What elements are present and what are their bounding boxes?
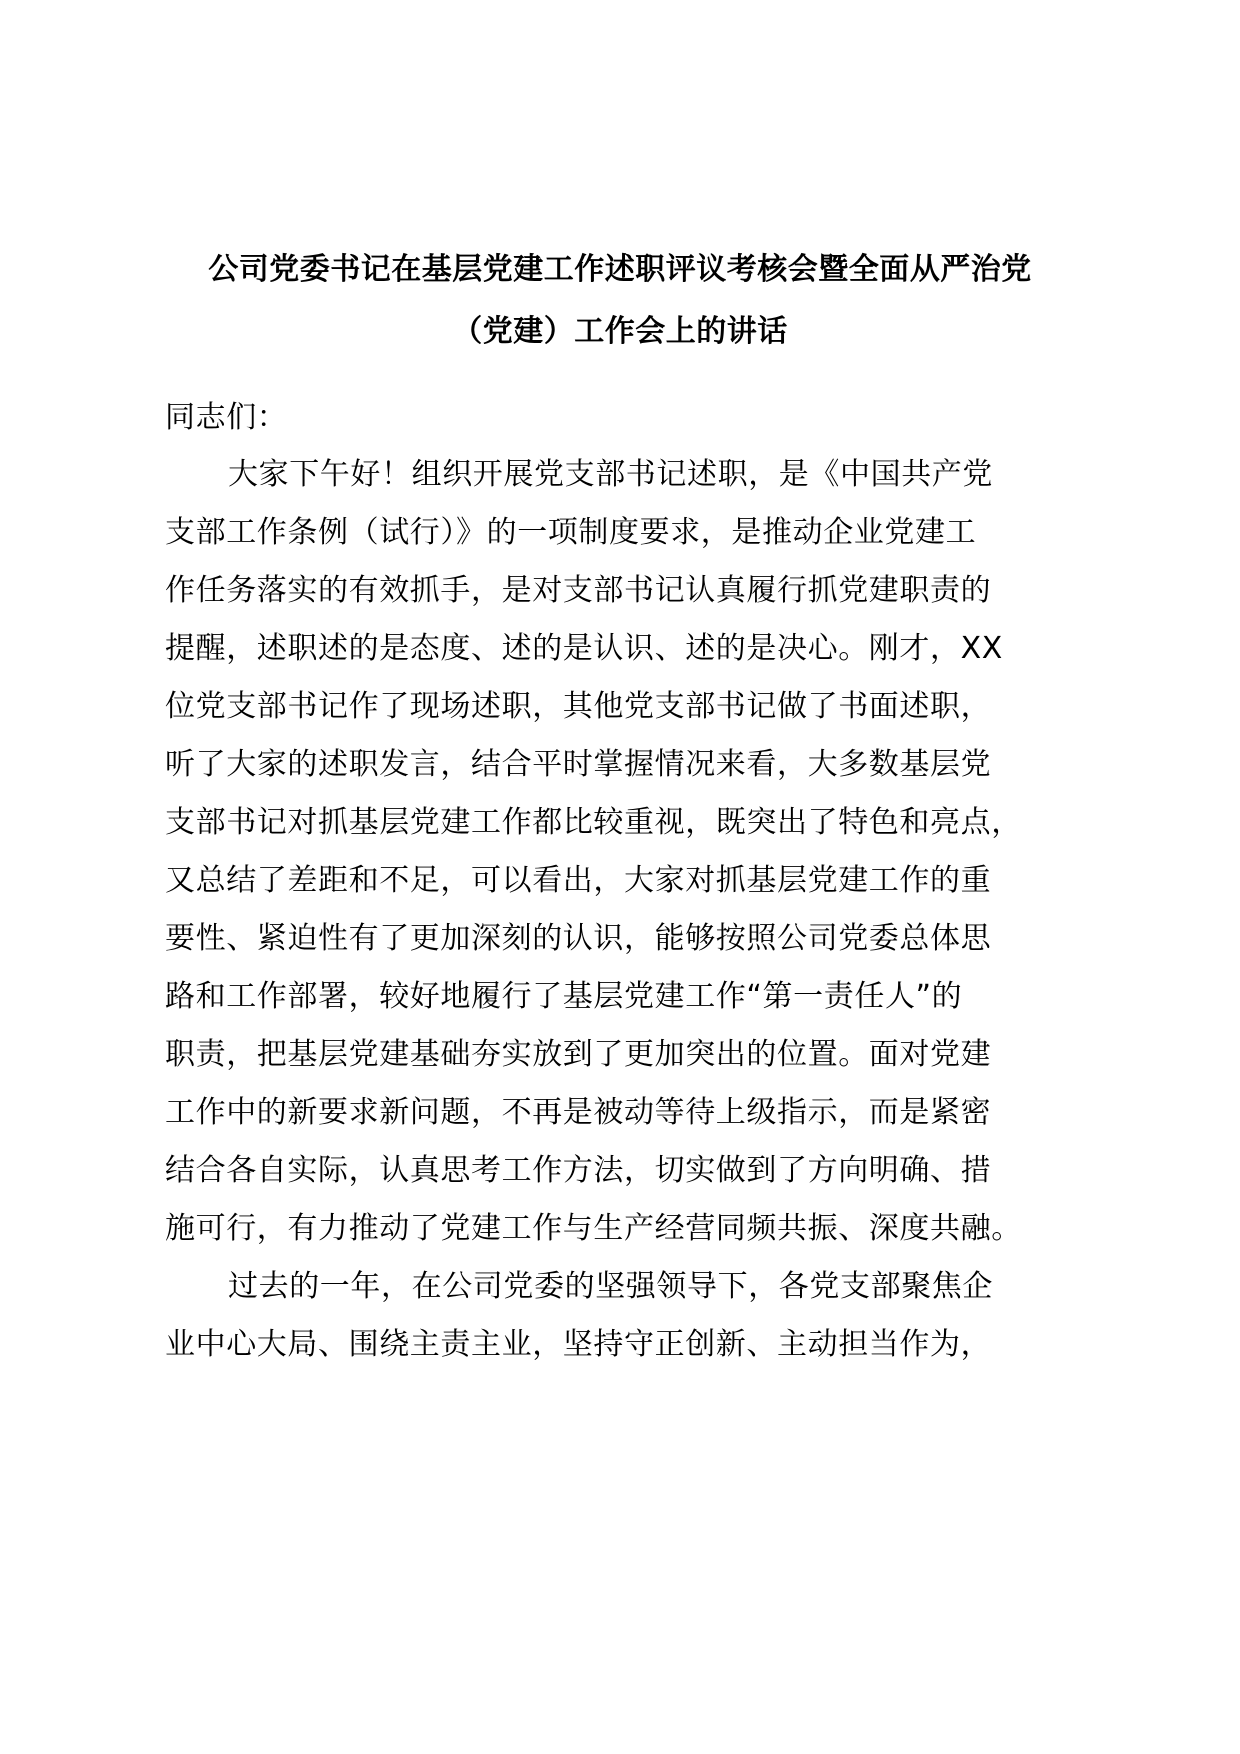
body-line: 业中心大局、围绕主责主业，坚持守正创新、主动担当作为， [165,1327,992,1362]
body-line: 提醒，述职述的是态度、述的是认识、述的是决心。刚才，XX [165,631,1003,666]
body-line: 结合各自实际，认真思考工作方法，切实做到了方向明确、措 [165,1153,992,1188]
body-line: 施可行，有力推动了党建工作与生产经营同频共振、深度共融。 [165,1211,1022,1246]
document-title-line-1: 公司党委书记在基层党建工作述职评议考核会暨全面从严治党 [208,252,1032,287]
body-line: 路和工作部署，较好地履行了基层党建工作“第一责任人”的 [165,979,963,1014]
document-title-line-2: （党建）工作会上的讲话 [452,314,788,349]
body-line: 听了大家的述职发言，结合平时掌握情况来看，大多数基层党 [165,747,992,782]
body-line: 职责，把基层党建基础夯实放到了更加突出的位置。面对党建 [165,1037,992,1072]
body-line: 又总结了差距和不足，可以看出，大家对抓基层党建工作的重 [165,863,992,898]
body-line: 位党支部书记作了现场述职，其他党支部书记做了书面述职， [165,689,992,724]
body-line: 作任务落实的有效抓手，是对支部书记认真履行抓党建职责的 [165,573,992,608]
body-line: 过去的一年，在公司党委的坚强领导下，各党支部聚焦企 [228,1269,993,1304]
body-line: 大家下午好！组织开展党支部书记述职，是《中国共产党 [228,457,993,492]
body-line: 支部书记对抓基层党建工作都比较重视，既突出了特色和亮点， [165,805,1022,840]
body-line: 支部工作条例（试行）》的一项制度要求，是推动企业党建工 [165,515,977,550]
body-line: 工作中的新要求新问题，不再是被动等待上级指示，而是紧密 [165,1095,992,1130]
body-line: 要性、紧迫性有了更加深刻的认识，能够按照公司党委总体思 [165,921,992,956]
salutation: 同志们： [165,400,288,435]
